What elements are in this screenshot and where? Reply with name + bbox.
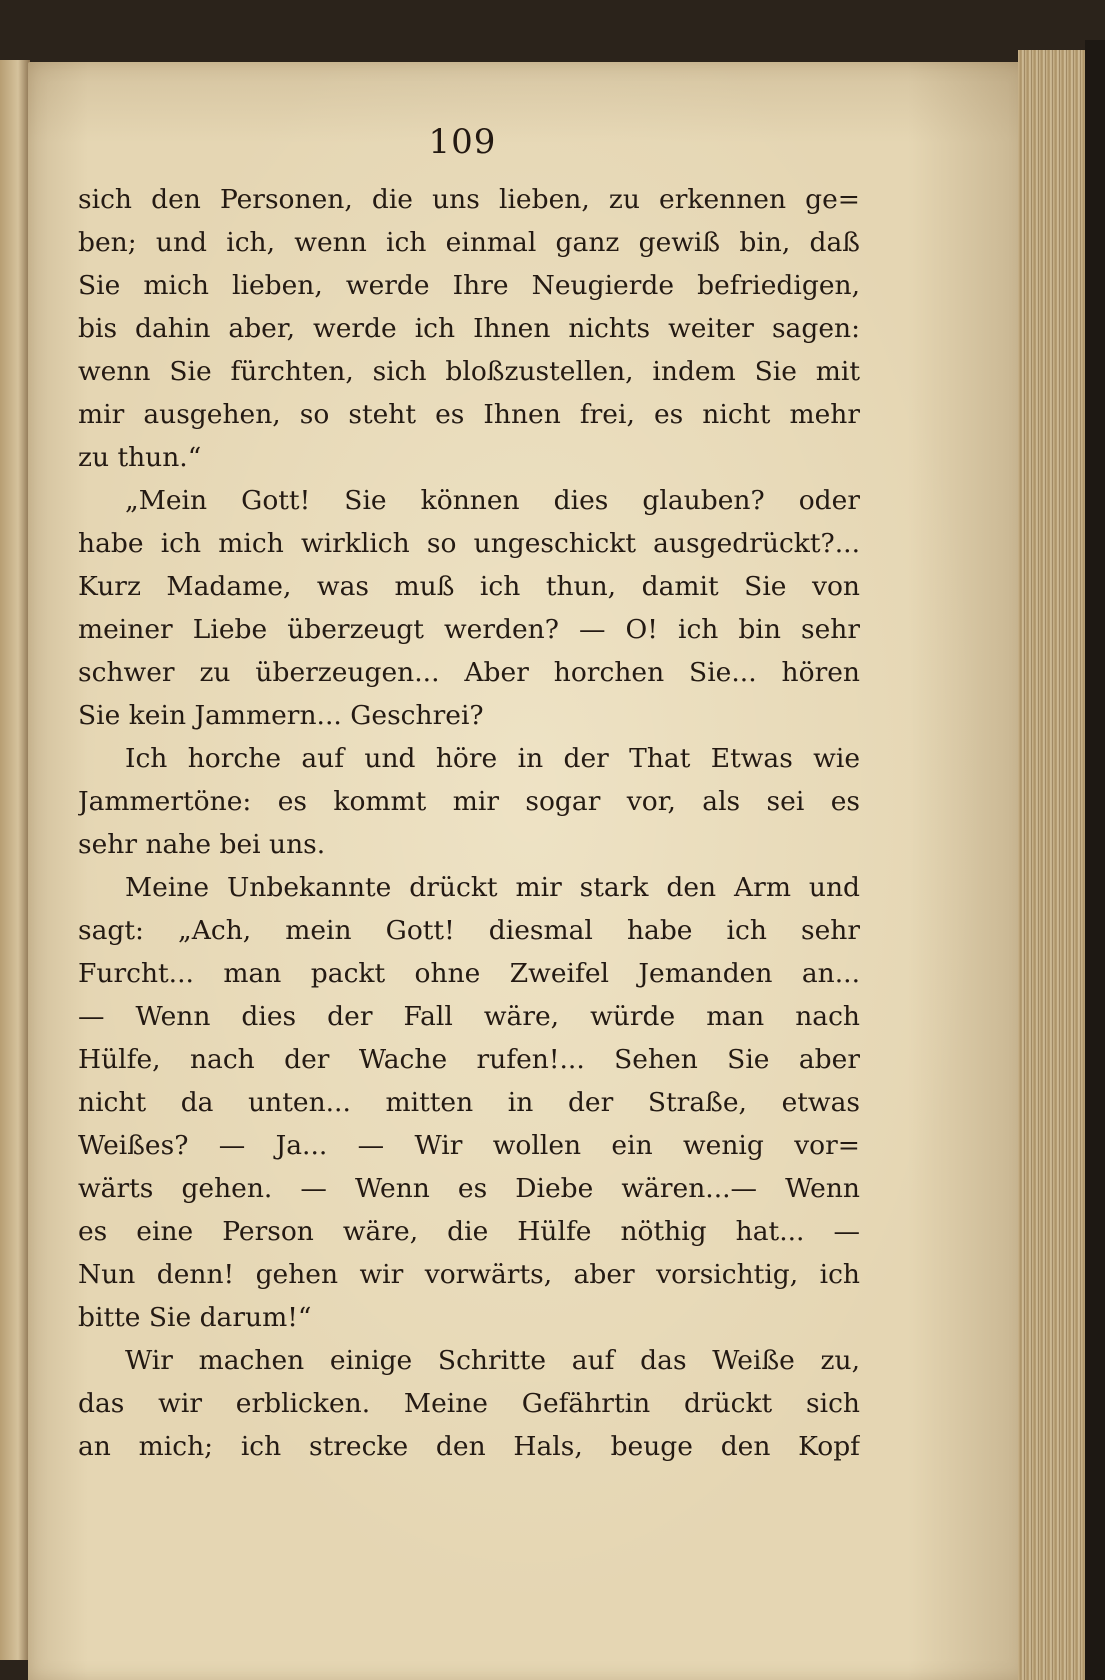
- text-line: an mich; ich strecke den Hals, beuge den Kopf: [78, 1431, 860, 1462]
- text-line: Furcht... man packt ohne Zweifel Jemanden an...: [78, 958, 860, 989]
- text-line: Sie kein Jammern... Geschrei?: [78, 700, 484, 731]
- text-line: das wir erblicken. Meine Gefährtin drückt sich: [78, 1388, 860, 1419]
- text-line: sehr nahe bei uns.: [78, 829, 326, 860]
- text-line: meiner Liebe überzeugt werden? — O! ich bin sehr: [78, 614, 860, 645]
- book-cover-edge: [1085, 40, 1105, 1680]
- text-line: ben; und ich, wenn ich einmal ganz gewiß bin, daß: [78, 227, 860, 258]
- text-line: es eine Person wäre, die Hülfe nöthig hat... —: [78, 1216, 860, 1247]
- text-line: bis dahin aber, werde ich Ihnen nichts weiter sagen:: [78, 313, 860, 344]
- text-line: Weißes? — Ja... — Wir wollen ein wenig vor=: [78, 1130, 860, 1161]
- text-line: sagt: „Ach, mein Gott! diesmal habe ich sehr: [78, 915, 860, 946]
- text-line: bitte Sie darum!“: [78, 1302, 312, 1333]
- text-line: habe ich mich wirklich so ungeschickt ausgedrückt?...: [78, 528, 860, 559]
- text-line: „Mein Gott! Sie können dies glauben? oder: [125, 485, 860, 516]
- text-line: Nun denn! gehen wir vorwärts, aber vorsichtig, ich: [78, 1259, 860, 1290]
- text-line: Meine Unbekannte drückt mir stark den Arm und: [125, 872, 860, 903]
- text-line: nicht da unten... mitten in der Straße, etwas: [78, 1087, 860, 1118]
- text-line: Ich horche auf und höre in der That Etwas wie: [125, 743, 860, 774]
- text-line: wenn Sie fürchten, sich bloßzustellen, indem Sie mit: [78, 356, 860, 387]
- text-line: Jammertöne: es kommt mir sogar vor, als sei es: [78, 786, 860, 817]
- text-line: schwer zu überzeugen... Aber horchen Sie... hören: [78, 657, 860, 688]
- previous-page-edge: [0, 60, 30, 1660]
- text-line: Kurz Madame, was muß ich thun, damit Sie von: [78, 571, 860, 602]
- text-line: Wir machen einige Schritte auf das Weiße zu,: [125, 1345, 860, 1376]
- text-line: — Wenn dies der Fall wäre, würde man nach: [78, 1001, 860, 1032]
- text-line: wärts gehen. — Wenn es Diebe wären...— Wenn: [78, 1173, 860, 1204]
- text-line: Sie mich lieben, werde Ihre Neugierde befriedigen,: [78, 270, 860, 301]
- page-number: 109: [428, 122, 497, 162]
- text-line: zu thun.“: [78, 442, 202, 473]
- page-text: [78, 178, 860, 1468]
- text-line: mir ausgehen, so steht es Ihnen frei, es nicht mehr: [78, 399, 860, 430]
- text-line: sich den Personen, die uns lieben, zu erkennen ge=: [78, 184, 860, 215]
- text-line: Hülfe, nach der Wache rufen!... Sehen Sie aber: [78, 1044, 860, 1075]
